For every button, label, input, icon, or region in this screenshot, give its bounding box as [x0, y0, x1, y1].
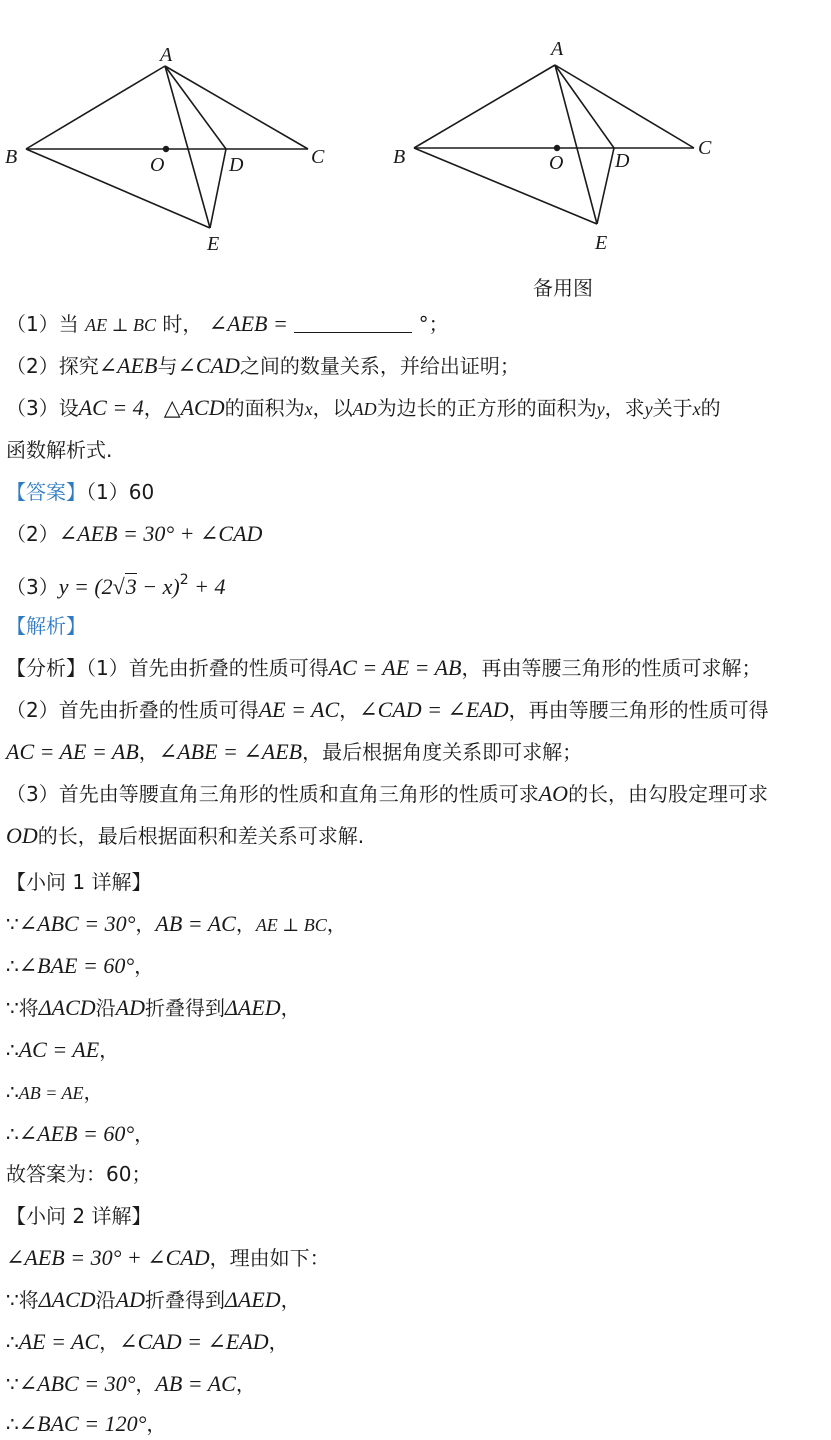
figure-caption: 备用图 — [533, 276, 593, 300]
d1-l2-sym: ∴ — [6, 954, 19, 978]
line-be-2 — [414, 148, 597, 224]
p2-b: ， — [339, 698, 360, 722]
p2-c: ，再由等腰三角形的性质可得 — [508, 698, 769, 722]
d1-l3-e3: ΔAED — [224, 995, 281, 1020]
detail2-line4 — [6, 1370, 826, 1398]
a3-lhs: y = (2 — [58, 574, 113, 599]
fx-tag: 【分析】 — [6, 656, 86, 680]
a3-exp: 2 — [179, 572, 189, 588]
q3-ad: AD — [352, 399, 377, 419]
detail2-line3 — [6, 1328, 826, 1356]
d1-l1-e3: AE ⊥ BC — [255, 915, 327, 935]
q1-num: （1）当 — [6, 312, 79, 336]
p1-b: ，再由等腰三角形的性质可求解； — [461, 656, 762, 680]
q3-text6: ，求 — [604, 396, 645, 420]
label-b-2: B — [393, 146, 406, 168]
p2-expr1: AE = AC — [258, 697, 340, 722]
d2-l5-s: ， — [146, 1412, 167, 1436]
q1-mid: 时， — [162, 312, 203, 336]
d1-l3-e2: AD — [115, 995, 145, 1020]
d1-l1-s1: ， — [135, 912, 156, 936]
d1-l1-e2: AB = AC — [155, 911, 236, 936]
d2-l4-s1: ， — [135, 1372, 156, 1396]
d1-l3-e1: ΔACD — [38, 995, 96, 1020]
sqrt-sign: √ — [112, 574, 125, 599]
p3-expr2: OD — [6, 823, 38, 848]
d2-l4-e2: AB = AC — [155, 1371, 236, 1396]
d2-l3-sym: ∴ — [6, 1330, 19, 1354]
question-3 — [6, 394, 826, 423]
label-a-1: A — [160, 44, 173, 66]
analysis-tag: 【解析】 — [6, 614, 86, 638]
label-c-1: C — [311, 146, 325, 168]
analysis-p3 — [6, 780, 826, 808]
a3-rhs: + 4 — [188, 574, 226, 599]
d1-l1-s3: ， — [326, 912, 347, 936]
q2-expr2: ∠CAD — [177, 353, 240, 378]
label-o-2: O — [549, 152, 564, 174]
p3-expr1: AO — [538, 781, 569, 806]
d1-l6-e: ∠AEB = 60° — [18, 1121, 135, 1146]
q3-text5: 为边长的正方形的面积为 — [376, 396, 597, 420]
d2-l3-s1: ， — [99, 1330, 120, 1354]
d2-l4-e1: ∠ABC = 30° — [18, 1371, 136, 1396]
line-ad-2 — [555, 65, 614, 148]
detail2-line2 — [6, 1286, 826, 1314]
label-c-2: C — [698, 137, 712, 159]
p2-a: （2）首先由折叠的性质可得 — [6, 698, 259, 722]
detail1-line7: 故答案为：60； — [6, 1162, 152, 1186]
line-ab — [26, 66, 165, 149]
p3-c: 的长，最后根据面积和差关系可求解. — [37, 824, 365, 848]
d2-l2-c: 折叠得到 — [144, 1288, 225, 1312]
p1-a: （1）首先由折叠的性质可得 — [86, 656, 329, 680]
q3-x2: x — [692, 399, 701, 419]
d2-l2-e3: ΔAED — [224, 1287, 281, 1312]
answer-blank — [294, 314, 412, 333]
q1-cond: AE ⊥ BC — [85, 315, 157, 335]
a1-val: 60 — [128, 480, 155, 504]
d1-l4-e: AC = AE — [18, 1037, 100, 1062]
d1-l4-s: ， — [99, 1038, 120, 1062]
q1-expr: ∠AEB = — [208, 311, 288, 336]
p2-expr3: AC = AE = AB — [6, 739, 139, 764]
label-e-2: E — [595, 232, 608, 254]
d1-l4-sym: ∴ — [6, 1038, 19, 1062]
d2-l2-sym: ∵ — [6, 1288, 19, 1312]
analysis-p2 — [6, 696, 826, 724]
d1-l1-sym: ∵ — [6, 912, 19, 936]
d1-l2-s: ， — [134, 954, 155, 978]
d2-l2-e1: ΔACD — [38, 1287, 96, 1312]
p3-b: 的长，由勾股定理可求 — [568, 782, 769, 806]
d2-l4-s2: ， — [235, 1372, 256, 1396]
q3-expr2: △ACD — [163, 395, 225, 420]
point-o-2 — [554, 145, 560, 151]
q2-expr1: ∠AEB — [98, 353, 158, 378]
line-be — [26, 149, 210, 228]
q1-end: °； — [418, 312, 449, 336]
d1-l3-a: 将 — [18, 996, 39, 1020]
line-ae — [165, 66, 210, 228]
line-de-2 — [597, 148, 614, 224]
detail1-line2 — [6, 952, 826, 980]
q2-text2: 与 — [157, 354, 178, 378]
q3-text2: ， — [143, 396, 164, 420]
p2-expr2: ∠CAD = ∠EAD — [359, 697, 509, 722]
figures-area — [0, 0, 831, 300]
d1-l3-b: 沿 — [95, 996, 116, 1020]
d1-l5-e: AB = AE — [18, 1083, 84, 1103]
detail2-tag: 【小问 2 详解】 — [6, 1204, 152, 1228]
detail2-line5 — [6, 1410, 826, 1438]
d2-l2-b: 沿 — [95, 1288, 116, 1312]
analysis-p2-cont — [6, 738, 826, 766]
d1-l1-e1: ∠ABC = 30° — [18, 911, 136, 936]
d2-l1-t: ，理由如下： — [209, 1246, 330, 1270]
detail1-line6 — [6, 1120, 826, 1148]
label-o-1: O — [150, 154, 165, 176]
detail1-tag: 【小问 1 详解】 — [6, 870, 152, 894]
label-e-1: E — [207, 233, 220, 255]
d1-l2-e: ∠BAE = 60° — [18, 953, 135, 978]
q3-text8: 的 — [700, 396, 721, 420]
d1-l3-sym: ∵ — [6, 996, 19, 1020]
label-b-1: B — [5, 146, 18, 168]
q3-y1: y — [596, 399, 605, 419]
line-ac — [165, 66, 308, 149]
a3-rad: 3 — [125, 574, 137, 599]
d1-l5-s: ， — [83, 1080, 104, 1104]
answer-line-2 — [6, 520, 826, 548]
d2-l5-sym: ∴ — [6, 1412, 19, 1436]
detail1-line5 — [6, 1078, 826, 1107]
detail1-line4 — [6, 1036, 826, 1064]
question-1 — [6, 310, 826, 339]
d2-l3-e2: ∠CAD = ∠EAD — [119, 1329, 269, 1354]
q3-y2: y — [644, 399, 653, 419]
d1-l6-sym: ∴ — [6, 1122, 19, 1146]
label-d-2: D — [615, 150, 630, 172]
d1-l5-sym: ∴ — [6, 1080, 19, 1104]
a2-num: （2） — [6, 522, 59, 546]
d2-l4-sym: ∵ — [6, 1372, 19, 1396]
d2-l2-d: ， — [280, 1288, 301, 1312]
q2-text1: （2）探究 — [6, 354, 99, 378]
d1-l1-s2: ， — [235, 912, 256, 936]
question-3-cont: 函数解析式. — [6, 438, 113, 462]
detail2-line1 — [6, 1244, 826, 1272]
d2-l2-a: 将 — [18, 1288, 39, 1312]
line-ab-2 — [414, 65, 555, 148]
a2-expr: ∠AEB = 30° + ∠CAD — [58, 521, 263, 546]
q3-text1: （3）设 — [6, 396, 79, 420]
label-d-1: D — [229, 154, 244, 176]
analysis-p1 — [6, 654, 826, 682]
answer-line-1 — [6, 478, 826, 506]
p2-expr4: ∠ABE = ∠AEB — [158, 739, 303, 764]
q3-expr1: AC = 4 — [78, 395, 144, 420]
d2-l3-e1: AE = AC — [18, 1329, 100, 1354]
figure-2 — [414, 65, 694, 224]
p3-a: （3）首先由等腰直角三角形的性质和直角三角形的性质可求 — [6, 782, 539, 806]
d1-l3-c: 折叠得到 — [144, 996, 225, 1020]
d2-l5-e: ∠BAC = 120° — [18, 1411, 147, 1436]
line-de — [210, 149, 226, 228]
q3-text7: 关于 — [652, 396, 693, 420]
a3-mid: − x) — [136, 574, 180, 599]
answer-tag: 【答案】 — [6, 480, 86, 504]
d2-l2-e2: AD — [115, 1287, 145, 1312]
p2-d: ， — [138, 740, 159, 764]
p2-e: ，最后根据角度关系即可求解； — [302, 740, 583, 764]
question-2 — [6, 352, 826, 380]
q3-text3: 的面积为 — [224, 396, 305, 420]
line-ae-2 — [555, 65, 597, 224]
analysis-p3-cont — [6, 822, 826, 850]
p1-expr: AC = AE = AB — [328, 655, 462, 680]
point-o-1 — [163, 146, 169, 152]
label-a-2: A — [551, 38, 564, 60]
a1-num: （1） — [86, 480, 129, 504]
detail1-line1 — [6, 910, 826, 939]
answer-line-3 — [6, 566, 826, 601]
line-ac-2 — [555, 65, 694, 148]
a3-num: （3） — [6, 575, 59, 599]
d2-l1-e: ∠AEB = 30° + ∠CAD — [6, 1245, 210, 1270]
q2-text3: 之间的数量关系，并给出证明； — [239, 354, 520, 378]
d1-l3-d: ， — [280, 996, 301, 1020]
q3-text4: ，以 — [312, 396, 353, 420]
detail1-line3 — [6, 994, 826, 1022]
d2-l3-s2: ， — [268, 1330, 289, 1354]
d1-l6-s: ， — [134, 1122, 155, 1146]
line-ad — [165, 66, 226, 149]
q3-x1: x — [304, 399, 313, 419]
